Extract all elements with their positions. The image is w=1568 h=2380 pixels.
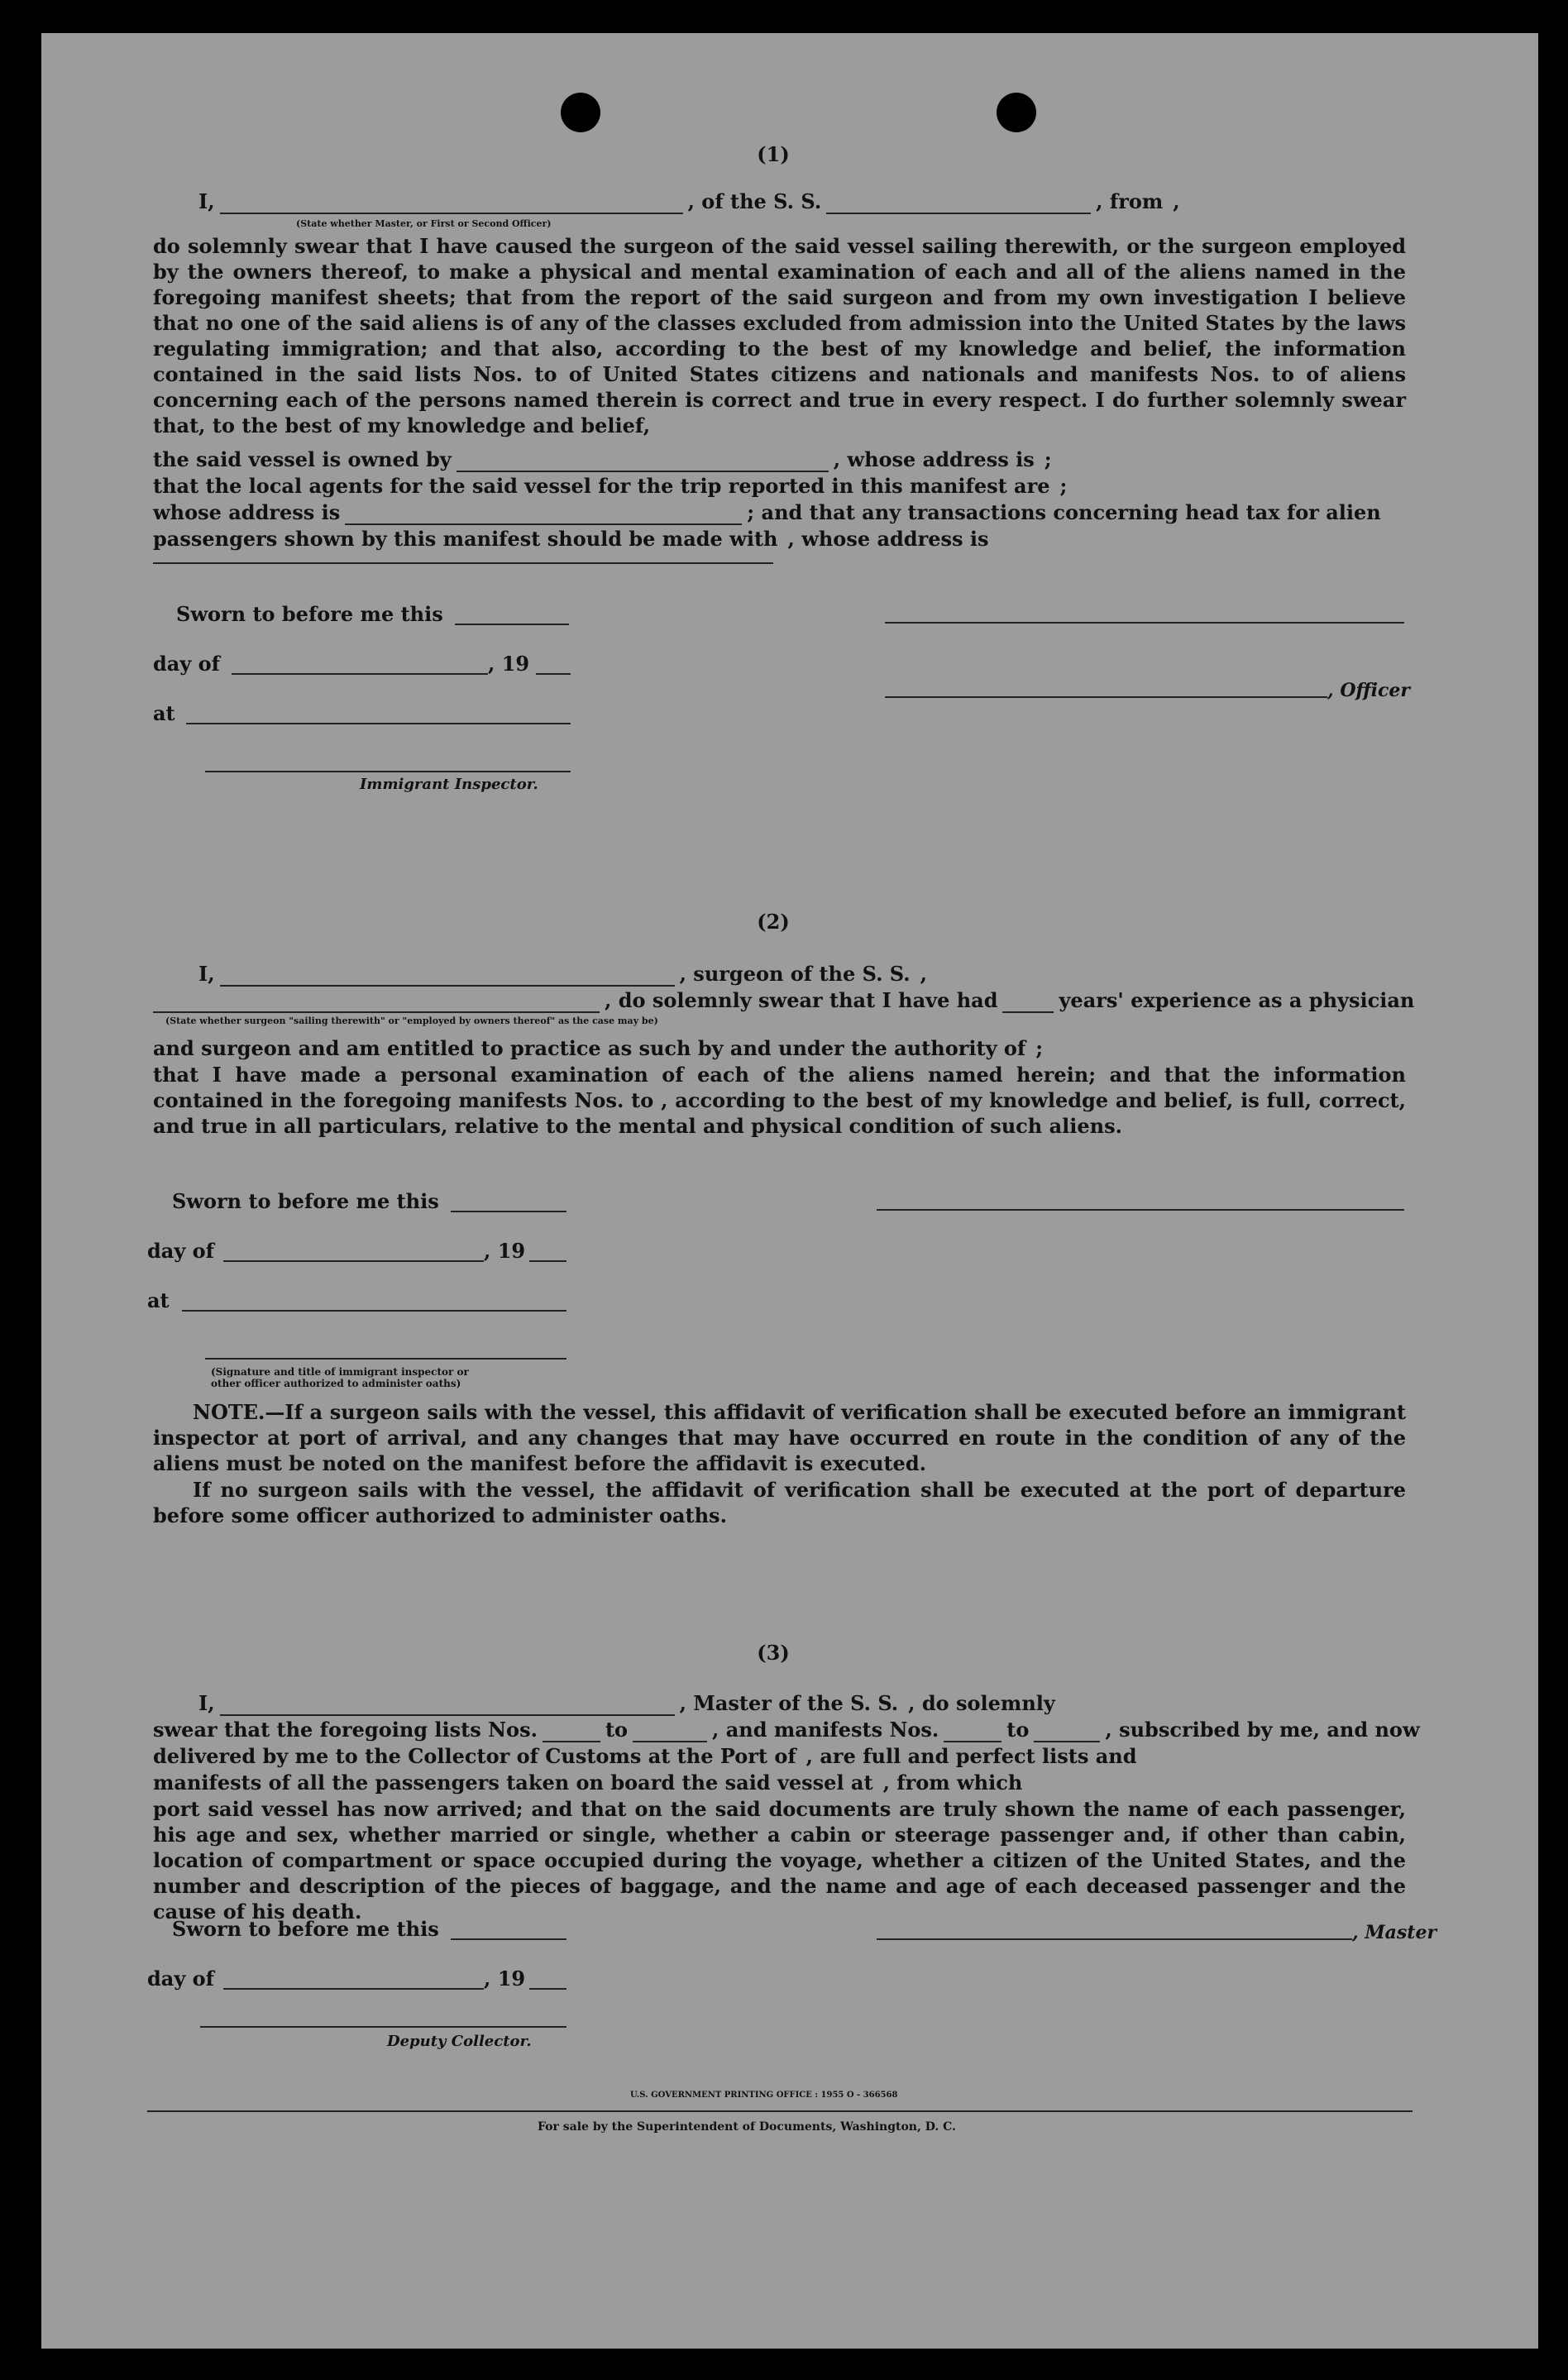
- semicolon-3: ;: [1035, 1036, 1044, 1060]
- to-label-2: to: [1271, 362, 1294, 386]
- agents-address-line: [153, 499, 1406, 525]
- section-2-text-b: , according to the best of my knowledge and belief, is full, correct, and true in all particulars, relative to the mental and physical condition of such aliens.: [153, 1088, 1406, 1138]
- sale-line: For sale by the Superintendent of Documents, Washington, D. C.: [538, 2120, 956, 2134]
- deputy-signature-field[interactable]: [200, 2024, 566, 2028]
- section-2-body: [153, 1062, 1406, 1139]
- headtax-text: ; and that any transactions concerning head tax for alien: [747, 500, 1381, 524]
- authority-label: and surgeon and am entitled to practice as such by and under the authority of: [153, 1036, 1026, 1060]
- owner-address-label: , whose address is: [833, 447, 1035, 471]
- master-line: [198, 1690, 1406, 1716]
- at-label-1: at: [153, 701, 175, 725]
- section-1-oath-line: [198, 189, 1406, 214]
- officer-caption-label: , Officer: [1327, 680, 1411, 701]
- lists-label: swear that the foregoing lists Nos.: [153, 1718, 538, 1742]
- inspector-signature-field[interactable]: [205, 769, 571, 772]
- surgeon-signature-field[interactable]: [877, 1207, 1404, 1211]
- surgeon-vessel-label: , surgeon of the S. S.: [679, 962, 911, 986]
- line-end-comma: ,: [1173, 189, 1180, 213]
- section-2-text-a: that I have made a personal examination of each of the aliens named herein; and that the information contained in the foregoing manifests Nos.: [153, 1063, 1406, 1112]
- note-2-text: If no surgeon sails with the vessel, the affidavit of verification shall be executed at the port of departure before some officer authorized to administer oaths.: [153, 1478, 1406, 1527]
- comma-2: ,: [920, 962, 927, 986]
- place-field-2[interactable]: [182, 1308, 566, 1312]
- sworn-label-3: Sworn to before me this: [172, 1917, 439, 1941]
- punch-hole-right: [997, 93, 1036, 132]
- to-label-4: to: [605, 1718, 629, 1742]
- passengers-text: passengers shown by this manifest should be made with: [153, 527, 778, 551]
- manifests-label: , and manifests Nos.: [712, 1718, 939, 1742]
- officer-signature-field-b[interactable]: [885, 695, 1327, 698]
- semicolon-2: ;: [1059, 474, 1068, 498]
- authority-line: [153, 1035, 1406, 1061]
- agents-address-label: whose address is: [153, 500, 341, 524]
- note-1: [153, 1399, 1406, 1476]
- printing-office-line: U.S. GOVERNMENT PRINTING OFFICE : 1955 O - 366568: [630, 2091, 898, 2100]
- dayof-label-3: day of: [147, 1967, 214, 1991]
- surgeon-line: [198, 961, 1406, 987]
- master-vessel-label: , Master of the S. S.: [679, 1691, 899, 1715]
- month-field-2[interactable]: [223, 1259, 484, 1262]
- master-name-field[interactable]: [220, 1699, 675, 1716]
- semicolon-1: ;: [1044, 447, 1052, 471]
- place-field-1[interactable]: [186, 721, 571, 724]
- surgeon-prefix: I,: [198, 962, 215, 986]
- month-field-1[interactable]: [232, 671, 488, 675]
- inspector-signature-field-2[interactable]: [205, 1356, 566, 1360]
- perfect-lists-label: , are full and perfect lists and: [806, 1744, 1137, 1768]
- agents-line: [153, 473, 1406, 499]
- note-2: [153, 1477, 1406, 1528]
- from-which-label: , from which: [882, 1771, 1023, 1795]
- dayof-label-1: day of: [153, 652, 220, 676]
- master-lists-to-field[interactable]: [633, 1726, 707, 1742]
- year-label-2: , 19: [484, 1239, 526, 1263]
- officer-caption: (State whether Master, or First or Second Officer): [296, 218, 552, 229]
- subscribed-label: , subscribed by me, and now: [1105, 1718, 1420, 1742]
- punch-hole-left: [561, 93, 600, 132]
- year-field-2[interactable]: [529, 1259, 566, 1262]
- boarded-line: [153, 1770, 1406, 1795]
- years-text-b: years' experience as a physician: [1059, 988, 1415, 1012]
- section-3-number: (3): [757, 1641, 790, 1665]
- officer-signature-field-a[interactable]: [885, 620, 1404, 624]
- master-signature-field[interactable]: [877, 1937, 1352, 1940]
- caption-2a: (Signature and title of immigrant inspector or: [211, 1366, 469, 1378]
- owned-label: the said vessel is owned by: [153, 447, 452, 471]
- note-1-text: NOTE.—If a surgeon sails with the vessel, this affidavit of verification shall be executed before an immigrant inspector at port of arrival, and any changes that may have occurred en route in the condition of any of the aliens must be noted on the manifest before the affidavit is executed.: [153, 1400, 1406, 1475]
- officer-name-field[interactable]: [220, 198, 683, 214]
- section-1-number: (1): [757, 142, 790, 166]
- sworn-date-field-1[interactable]: [455, 622, 569, 625]
- section-3-body: [153, 1796, 1406, 1924]
- dayof-label-2: day of: [147, 1239, 214, 1263]
- sworn-date-field-3[interactable]: [451, 1937, 566, 1940]
- section-1-text-c: of aliens concerning each of the persons named therein is correct and true in every respect. I do further solemnly swear that, to the best of my knowledge and belief,: [153, 362, 1407, 437]
- section-2-number: (2): [757, 910, 790, 934]
- agents-address-field[interactable]: [345, 509, 742, 525]
- boarded-label: manifests of all the passengers taken on board the said vessel at: [153, 1771, 873, 1795]
- collector-line: [153, 1743, 1406, 1769]
- section-3-text: port said vessel has now arrived; and that on the said documents are truly shown the name of each passenger, his age and sex, whether married or single, whether a cabin or steerage passenger and, if other than cabin, location of compartment or space occupied during the voyage, whether a citizen of the United States, and the number and description of the pieces of baggage, and the name and age of each deceased passenger and the cause of his death.: [153, 1797, 1406, 1924]
- surgeon-caption: (State whether surgeon "sailing therewith" or "employed by owners thereof" as the case may be): [165, 1016, 658, 1026]
- years-field[interactable]: [1002, 996, 1054, 1013]
- owner-line: [153, 447, 1406, 472]
- surgeon-line-2: [153, 987, 1415, 1013]
- surgeon-name-field[interactable]: [220, 970, 675, 987]
- to-label-5: to: [1006, 1718, 1030, 1742]
- headtax-line: [153, 526, 1406, 552]
- inspector-caption: Immigrant Inspector.: [360, 776, 538, 793]
- sworn-date-field-2[interactable]: [451, 1209, 566, 1212]
- from-label: , from: [1096, 189, 1164, 213]
- master-prefix: I,: [198, 1691, 215, 1715]
- month-field-3[interactable]: [223, 1986, 484, 1990]
- master-manifests-to-field[interactable]: [1034, 1726, 1100, 1742]
- deputy-caption: Deputy Collector.: [387, 2033, 532, 2050]
- year-label-3: , 19: [484, 1967, 526, 1991]
- section-1-text-a: do solemnly swear that I have caused the surgeon of the said vessel sailing therewith, or the surgeon employed by the owners thereof, to make a physical and mental examination of each and all of the aliens named in the foregoing manifest sheets; that from the report of the said surgeon and from my own investigation I believe that no one of the said aliens is of any of the classes excluded from admission into the United States by the laws regulating immigration; and that also, according to the best of my knowledge and belief, the information contained in the said lists Nos.: [153, 234, 1406, 386]
- to-label-1: to: [534, 362, 557, 386]
- vessel-name-field[interactable]: [826, 198, 1091, 214]
- lists-line: [153, 1717, 1420, 1742]
- master-lists-from-field[interactable]: [543, 1726, 600, 1742]
- master-manifests-from-field[interactable]: [944, 1726, 1002, 1742]
- years-text-a: , do solemnly swear that I have had: [605, 988, 998, 1012]
- agents-label: that the local agents for the said vessel for the trip reported in this manifest are: [153, 474, 1050, 498]
- owner-field[interactable]: [457, 456, 829, 472]
- collector-label: delivered by me to the Collector of Customs at the Port of: [153, 1744, 796, 1768]
- section-1-text-b: of United States citizens and nationals and manifests Nos.: [568, 362, 1260, 386]
- form-page: [41, 33, 1538, 2349]
- oath-prefix: I,: [198, 189, 215, 213]
- year-field-1[interactable]: [536, 671, 571, 675]
- headtax-address-rule: [153, 562, 773, 564]
- section-1-body: [153, 233, 1406, 438]
- headtax-address-label: , whose address is: [787, 527, 989, 551]
- surgeon-status-field[interactable]: [153, 996, 600, 1013]
- sworn-label-2: Sworn to before me this: [172, 1189, 439, 1213]
- caption-2b: other officer authorized to administer oaths): [211, 1378, 461, 1389]
- footer-rule: [147, 2110, 1413, 2112]
- sworn-label-1: Sworn to before me this: [176, 602, 443, 626]
- year-field-3[interactable]: [529, 1986, 566, 1990]
- solemnly-label: , do solemnly: [908, 1691, 1055, 1715]
- year-label-1: , 19: [488, 652, 530, 676]
- master-caption: , Master: [1352, 1922, 1437, 1943]
- at-label-2: at: [147, 1288, 170, 1312]
- vessel-label: , of the S. S.: [687, 189, 822, 213]
- to-label-3: to: [631, 1088, 654, 1112]
